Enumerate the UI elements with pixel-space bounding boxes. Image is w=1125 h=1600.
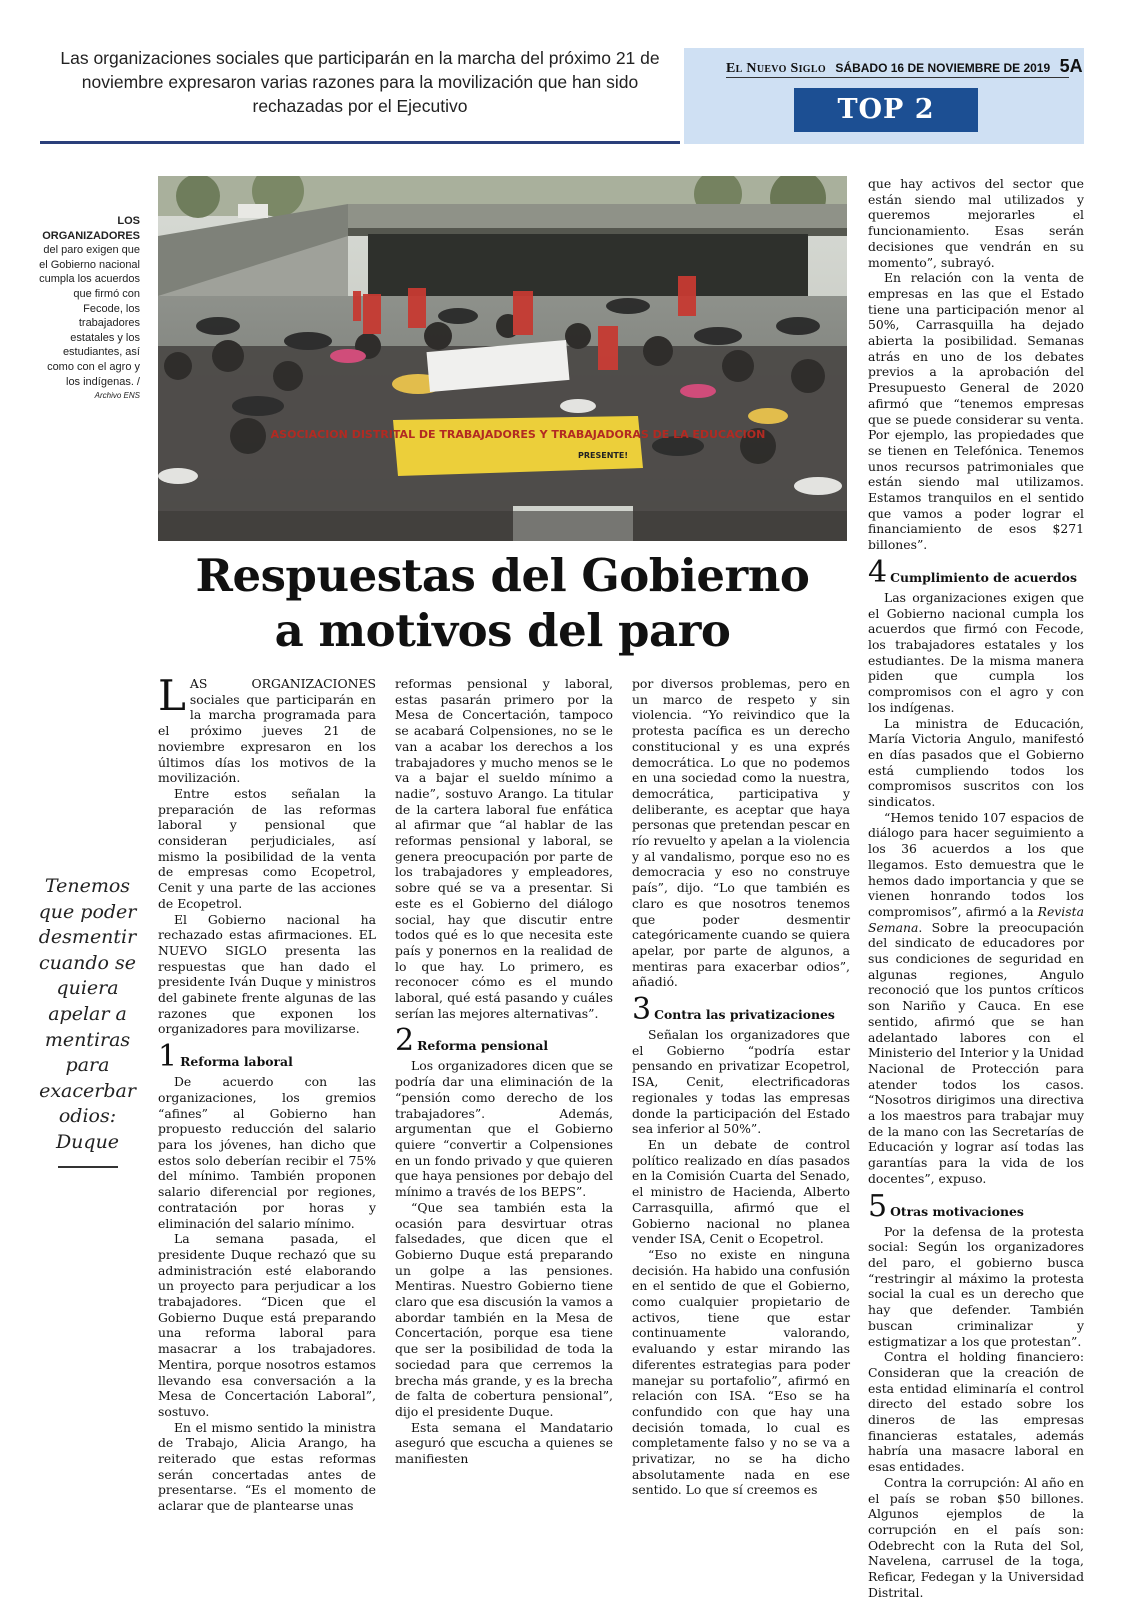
paragraph-part: “Hemos tenido 107 espacios de diálogo para hacer seguimiento a los 36 acuerdos a los que llegamos. Esto demuestra que le hemos dado importancia y que se vienen honrando todos los compromisos”, afirmó a la [868,809,1084,919]
paragraph: La ministra de Educación, María Victoria Angulo, manifestó en días pasados que el Gobierno está cumpliendo todos los compromisos suscritos con los sindicatos. [868,715,1084,810]
subhead-number: 2 [395,1023,415,1059]
headline-line-1: Respuestas del Gobierno [195,549,810,602]
march-photo-illustration [158,176,847,541]
caption-lead: LOS ORGANIZADORES [42,215,140,242]
paragraph: Señalan los organizadores que el Gobierno “podría estar pensando en privatizar Ecopetrol, ISA, Cenit, electrificadoras regionales y todas las empresas donde la participación del Estado sea inferior al 50%”. [632,1027,850,1137]
masthead-rule [726,77,1069,78]
paragraph: Esta semana el Mandatario aseguró que escucha a quienes se manifiesten [395,1419,613,1467]
march-photo [158,176,847,541]
intro-smallcaps: AS ORGANIZACIONES [189,676,376,691]
masthead [684,48,1084,144]
page-number: 5A [1059,56,1083,76]
article-column-2 [395,676,613,1467]
photo-caption [38,214,140,403]
newspaper-name: El Nuevo Siglo [726,61,826,76]
paragraph: “Eso no existe en ninguna decisión. Ha habido una confusión en el sentido de que el Gobierno, como cualquier propietario de activos, tiene que estar continuamente valorando, evaluando y estar mirando las diferentes estrategias para poder manejar su portafolio”, afirmó en relación con ISA. “Eso se ha confundido con que hay una decisión tomada, lo cual es completamente falso y no se va a privatizar, no se ha dicho absolutamente nada en ese sentido. Lo que sí creemos es [632,1246,850,1498]
paragraph: En un debate de control político realizado en días pasados en la Comisión Cuarta del Senado, el ministro de Hacienda, Alberto Carrasquilla, afirmó que el Gobierno nacional no planea vender ISA, Cenit o Ecopetrol. [632,1136,850,1247]
paragraph: En relación con la venta de empresas en las que el Estado tiene una participación menor al 50%, Carrasquilla ha dejado abierta la posibilidad. Semanas atrás en uno de los debates previos a la aprobación del Presupuesto General de 2020 afirmó que “tenemos empresas que se puede considerar su venta. Por ejemplo, las propiedades que se tienen en Telefónica. Tenemos unos recursos patrimoniales que están siendo mal utilizamos. Estamos tranquilos en el sentido que vamos a poder lograr el financiamiento de esos $271 billones”. [868,270,1084,553]
paragraph: Por la defensa de la protesta social: Según los organizadores del paro, el gobierno busca “restringir al máximo la protesta social la cual es un derecho que hay que defender. También buscan criminalizar y estigmatizar a los que protestan”. [868,1223,1084,1349]
paragraph: La semana pasada, el presidente Duque rechazó que su administración esté elaborando un proyecto para perjudicar a los trabajadores. “Dicen que el Gobierno Duque está preparando una reforma laboral para masacrar a los trabajadores. Mentira, porque nosotros estamos llevando esa conversación a la Mesa de Concertación Laboral”, sostuvo. [158,1231,376,1419]
paragraph: que hay activos del sector que están siendo mal utilizados y queremos mejorarles el funcionamiento. Esas serán decisiones que vendrán en su momento”, subrayó. [868,176,1084,270]
banner-text-1: ASOCIACION DISTRITAL DE TRABAJADORES Y TRABAJADORAS DE LA EDUCACION [270,428,766,441]
paragraph: De acuerdo con las organizaciones, los gremios “afines” al Gobierno han propuesto reducción del salario para los jóvenes, han dicho que estos solo deberían recibir el 75% del mínimo. También proponen salario diferencial por regiones, contratación por horas y eliminación del salario mínimo. [158,1074,376,1231]
article-column-1 [158,671,376,1514]
pull-quote-text: Tenemos que poder desmentir cuando se quiera apelar a mentiras para exacerbar odios: Duque [38,875,137,1153]
intro-text: sociales que participarán en la marcha programada para el próximo jueves 21 de noviembre expresaron en los últimos días los motivos de la movilización. [158,691,376,786]
subhead-number: 4 [868,554,888,590]
subhead-title: Otras motivaciones [890,1203,1024,1219]
paragraph: “Que sea también esta la ocasión para desvirtuar otras falsedades, que dicen que el Gobierno Duque está preparando un golpe a las pensiones. Mentiras. Nuestro Gobierno tiene claro que esa discusión la vamos a abordar también en la Mesa de Concertación, porque esa tiene que ser la posibilidad de toda la sociedad para que cerremos la brecha más grande, y es la brecha de falta de cobertura pensional”, dijo el presidente Duque. [395,1199,613,1419]
headline-line-2: a motivos del paro [274,604,731,657]
subhead-title: Reforma laboral [180,1054,293,1070]
pull-quote-rule [58,1166,118,1168]
article-column-3 [632,676,850,1498]
paragraph: por diversos problemas, pero en un marco de respeto y sin violencia. “Yo reivindico que la protesta pacífica es un derecho constitucional y es una exprés democrática. Lo que no podemos en una sociedad como la nuestra, democrática, participativa y deliberante, es aceptar que haya personas que pretendan pescar en río revuelto y apelan a la violencia y al vandalismo, porque eso no es democracia y eso no construye país”, dijo. “Lo que también es claro es que nosotros tenemos que poder desmentir categóricamente cuando se quiera apelar, por parte de algunos, a mentiras para exacerbar odios”, añadió. [632,676,850,990]
paragraph: Las organizaciones exigen que el Gobierno nacional cumpla los acuerdos que firmó con Fecode, los trabajadores estatales y los estudiantes. De la misma manera piden que cumpla los compromisos con el agro y con los indígenas. [868,589,1084,715]
article-deck: Las organizaciones sociales que participarán en la marcha del próximo 21 de noviembre expresaron varias razones para la movilización que han sido rechazadas por el Ejecutivo [60,48,660,116]
subhead-4 [868,554,1084,590]
subhead-title: Reforma pensional [417,1038,549,1054]
paragraph: El Gobierno nacional ha rechazado estas afirmaciones. EL NUEVO SIGLO presenta las respuestas que han dado el presidente Iván Duque y ministros del gabinete frente algunas de las razones que exponen los organizadores para movilizarse. [158,911,376,1037]
paragraph: En el mismo sentido la ministra de Trabajo, Alicia Arango, ha reiterado que estas reformas serán concertadas antes de presentarse. “Es el momento de aclarar que de plantearse unas [158,1419,376,1514]
subhead-2 [395,1023,613,1059]
subhead-1 [158,1039,376,1075]
caption-text: del paro exigen que el Gobierno nacional cumpla los acuerdos que firmó con Fecode, los trabajadores estatales y los estudiantes, así como con el agro y los indígenas. / [39,244,140,388]
banner-text-2: PRESENTE! [578,451,628,460]
paragraph-part: . Sobre la preocupación del sindicato de educadores por sus condiciones de seguridad en algunas regiones, Angulo reconoció que los puntos críticos son Nariño y Cauca. En ese sentido, afirmó que se han adelantado labores con el Ministerio del Interior y la Unidad Nacional de Protección para atender todos los casos. “Nosotros dirigimos una directiva a los maestros para trabajar muy de la mano con las Secretarías de Educación y lograr así todas las garantías para la vida de los docentes”, expuso. [868,919,1084,1186]
article-column-4 [868,176,1084,1600]
subhead-number: 3 [632,992,652,1028]
issue-date: SÁBADO 16 DE NOVIEMBRE DE 2019 [835,61,1051,75]
subhead-3 [632,992,850,1028]
paragraph [868,810,1084,1187]
paragraph: Contra la corrupción: Al año en el país se roban $50 billones. Algunos ejemplos de la corrupción en el país son: Odebrecht con la Ruta del Sol, Navelena, carrusel de la toga, Reficar, Fedegan y la Universidad Distrital. [868,1474,1084,1600]
paragraph: Los organizadores dicen que se podría dar una eliminación de la “pensión como derecho de los trabajadores”. Además, argumentan que el Gobierno quiere “convertir a Colpensiones en un fondo privado y que quieren que haya pensiones por debajo del mínimo a través de los BEPS”. [395,1058,613,1200]
headline [158,548,847,658]
deck-divider [40,141,680,144]
masthead-line [726,56,1083,77]
publication-name: Revista Semana [868,903,1084,935]
photo-credit: Archivo ENS [94,391,140,401]
paragraph: Entre estos señalan la preparación de las reformas laboral y pensional que consideran perjudiciales, así mismo la posibilidad de la venta de empresas como Ecopetrol, Cenit y una parte de las acciones de Ecopetrol. [158,785,376,911]
subhead-number: 1 [158,1039,178,1075]
subhead-title: Cumplimiento de acuerdos [890,569,1077,585]
subhead-title: Contra las privatizaciones [654,1007,835,1023]
pull-quote [30,874,145,1168]
drop-cap: L [158,671,186,720]
subhead-5 [868,1188,1084,1224]
paragraph: Contra el holding financiero: Consideran que la creación de esta entidad eliminaría el control directo del estado sobre los dineros de las empresas financieras estatales, además habría una masacre laboral en esas entidades. [868,1349,1084,1475]
subhead-number: 5 [868,1188,888,1224]
paragraph: reformas pensional y laboral, estas pasarán primero por la Mesa de Concertación, tampoco se acabará Colpensiones, no se le van a acabar los derechos a los trabajadores y mucho menos se le va a bajar el sueldo mínimo a nadie”, sostuvo Arango. La titular de la cartera laboral fue enfática al afirmar que “al hablar de las reformas pensional y laboral, se genera preocupación por parte de los trabajadores y empleadores, sobre qué se va a presentar. Si este es el Gobierno del diálogo social, hay que discutir entre todos qué es lo que necesita este país y ponernos en la realidad de lo que hay. Lo primero, es reconocer cómo es el mundo laboral, qué está pasando y cuáles serían las mejores alternativas”. [395,676,613,1021]
article-intro [158,671,376,786]
section-label: TOP 2 [794,88,978,132]
